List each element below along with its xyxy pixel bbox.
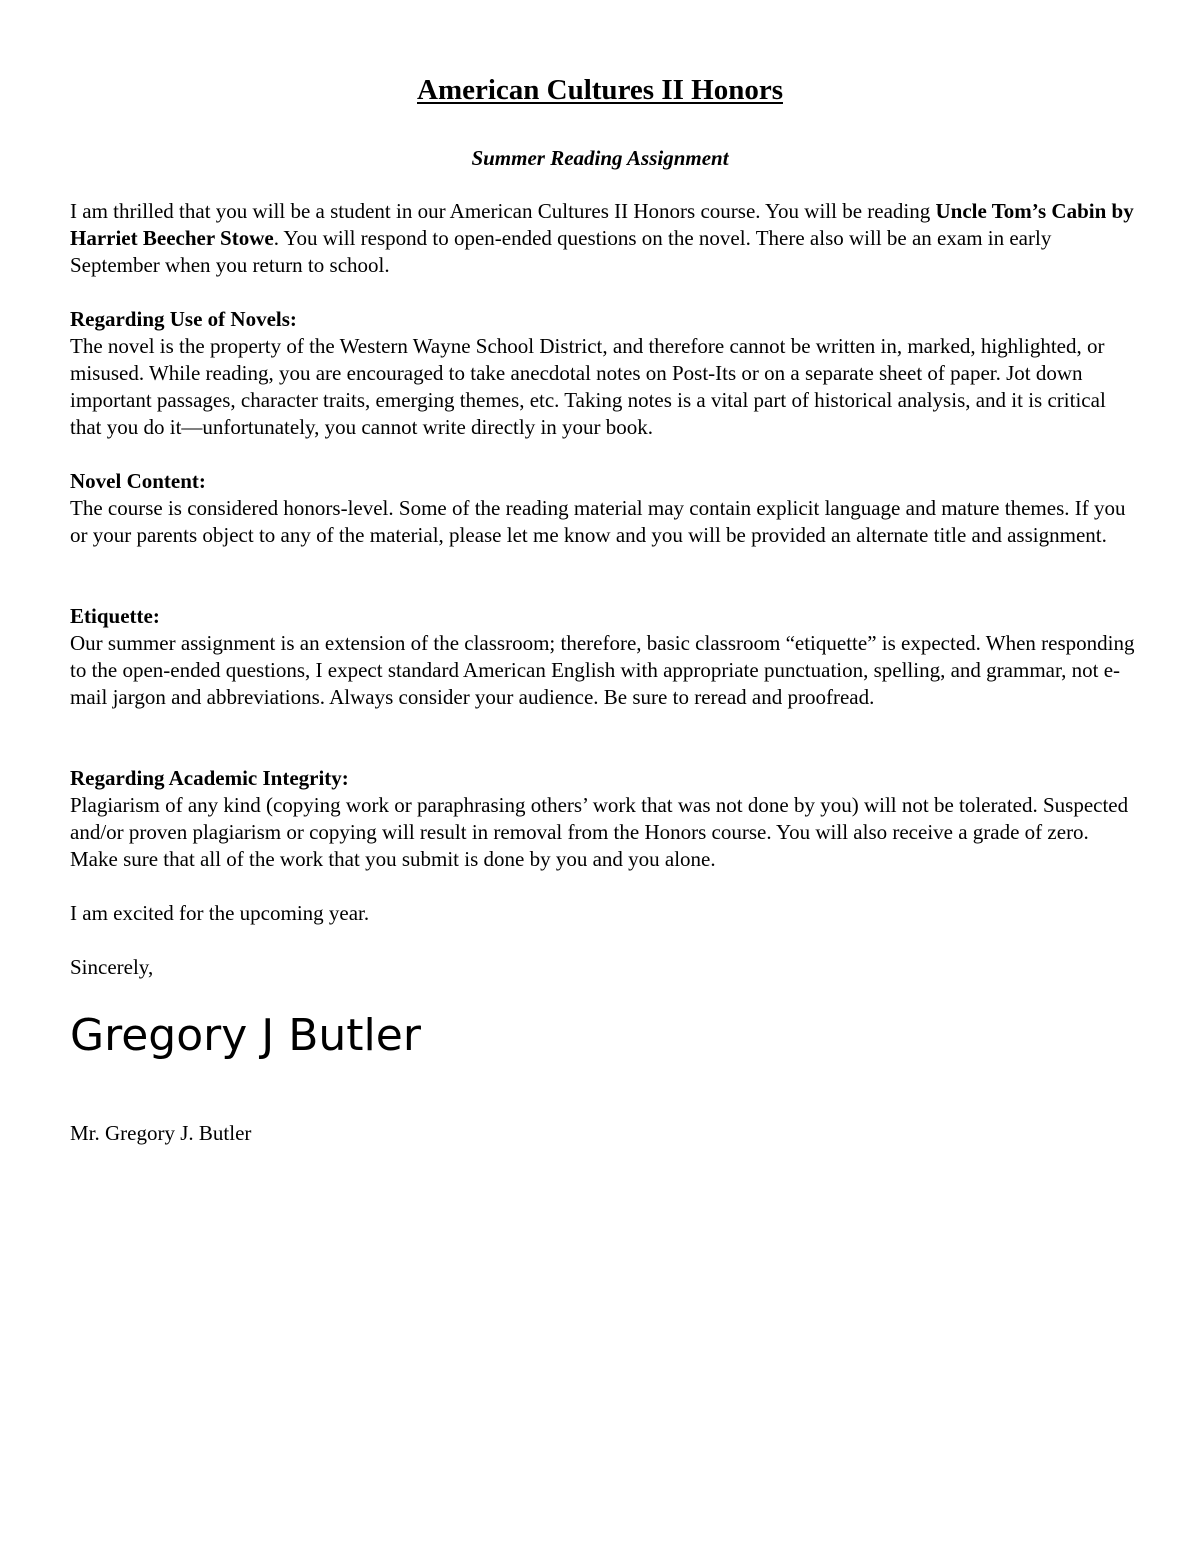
signature: Gregory J Butler — [70, 1010, 421, 1061]
section-heading: Novel Content: — [70, 469, 206, 493]
section-novel-content — [70, 468, 1135, 549]
document-subtitle: Summer Reading Assignment — [471, 146, 729, 170]
section-body: Our summer assignment is an extension of the classroom; therefore, basic classroom “etiquette” is expected. When responding to the open-ended questions, I expect standard American English with appropriate punctuation, spelling, and grammar, not e-mail jargon and abbreviations. Always consider your audience. Be sure to reread and proofread. — [70, 631, 1135, 709]
intro-paragraph — [70, 198, 1135, 279]
signer-name: Mr. Gregory J. Butler — [70, 1121, 252, 1145]
book-title: Uncle Tom’s Cabin by Harriet Beecher Stowe — [70, 199, 1134, 250]
section-etiquette — [70, 603, 1135, 711]
section-heading: Regarding Use of Novels: — [70, 307, 297, 331]
section-heading: Etiquette: — [70, 604, 160, 628]
section-use-of-novels — [70, 306, 1135, 441]
intro-text-2: . You will respond to open-ended questions on the novel. There also will be an exam in early September when you return to school. — [70, 226, 1052, 277]
section-body: The course is considered honors-level. Some of the reading material may contain explicit language and mature themes. If you or your parents object to any of the material, please let me know and you will be provided an alternate title and assignment. — [70, 496, 1126, 547]
section-body: The novel is the property of the Western Wayne School District, and therefore cannot be written in, marked, highlighted, or misused. While reading, you are encouraged to take anecdotal notes on Post-Its or on a separate sheet of paper. Jot down important passages, character traits, emerging themes, etc. Taking notes is a vital part of historical analysis, and it is critical that you do it—unfortunately, you cannot write directly in your book. — [70, 334, 1106, 439]
section-body: Plagiarism of any kind (copying work or paraphrasing others’ work that was not done by you) will not be tolerated. Suspected and/or proven plagiarism or copying will result in removal from the Honors course. You will also receive a grade of zero. Make sure that all of the work that you submit is done by you and you alone. — [70, 793, 1129, 871]
closing-line: I am excited for the upcoming year. — [70, 901, 370, 925]
salutation: Sincerely, — [70, 955, 154, 979]
section-heading: Regarding Academic Integrity: — [70, 766, 349, 790]
document-title: American Cultures II Honors — [417, 74, 783, 106]
section-academic-integrity — [70, 765, 1135, 873]
intro-text-1: I am thrilled that you will be a student in our American Cultures II Honors course. You will be reading — [70, 199, 936, 223]
